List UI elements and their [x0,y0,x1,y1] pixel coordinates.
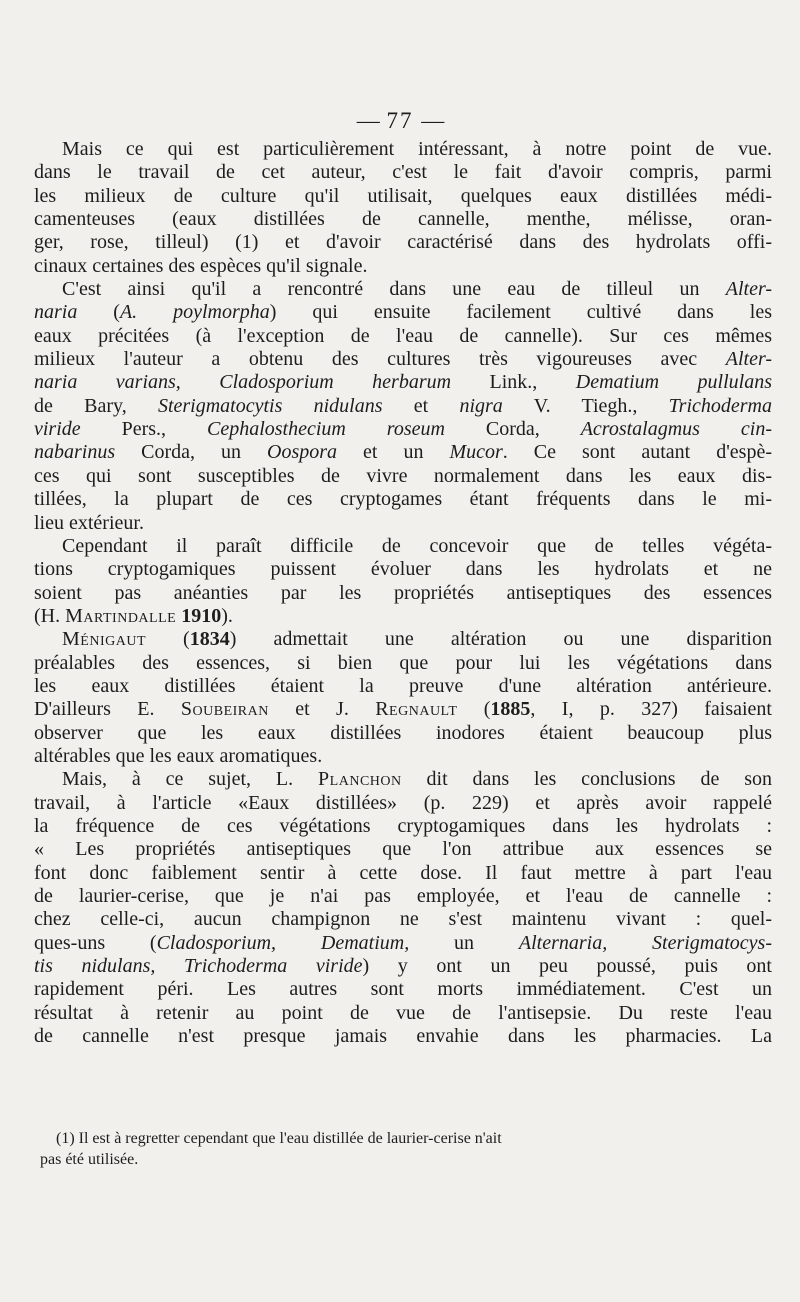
text-line: tillées, la plupart de ces cryptogames étant fréquents dans le mi- [34,488,772,511]
taxon-name: nabarinus [34,441,116,464]
text-line: chez celle-ci, aucun champignon ne s'est maintenu vivant : quel- [34,908,772,931]
citation-year: 1910 [181,604,222,627]
text-line: viride Pers., Cephalosthecium roseum Corda, Acrostalagmus cin- [34,418,772,441]
author-name: Soubeiran [180,698,269,721]
author-name: Regnault [375,698,458,721]
text-line: camenteuses (eaux distillées de cannelle, menthe, mélisse, oran- [34,208,772,231]
taxon-name: viride [34,418,81,441]
text-line: Mais ce qui est particulièrement intéressant, à notre point de vue. [62,138,772,160]
taxon-name: Acrostalagmus cin- [580,418,772,441]
taxon-name: tis nidulans, Trichoderma viride [34,955,363,978]
taxon-name: naria varians, Cladosporium herbarum [34,371,452,394]
taxon-name: Oospora [267,441,338,464]
text-line: naria (A. poylmorpha) qui ensuite facilement cultivé dans les [34,301,772,324]
taxon-name: A. poylmorpha [119,301,270,324]
page-number: — 77 — [356,108,447,133]
text-line: les eaux distillées étaient la preuve d'une altération antérieure. [34,674,772,697]
text-line: Cependant il paraît difficile de concevoir que de telles végéta- [62,534,772,557]
taxon-name: Sterigmatocytis nidulans [157,394,383,417]
text-line: observer que les eaux distillées inodores étaient beaucoup plus [34,721,772,744]
text-line: travail, à l'article «Eaux distillées» (p. 229) et après avoir rappelé [34,791,772,814]
body-text [34,138,772,1048]
text-line: de cannelle n'est presque jamais envahie dans les pharmacies. La [34,1025,772,1048]
text-line: rapidement péri. Les autres sont morts immédiatement. C'est un [34,978,772,1001]
text-line: (H. Martindalle 1910). [34,604,233,627]
text-line: résultat à retenir au point de vue de l'antisepsie. Du reste l'eau [34,1001,772,1024]
taxon-name: naria [34,301,78,324]
text-line: préalables des essences, si bien que pour lui les végétations dans [34,651,772,674]
text-line: tis nidulans, Trichoderma viride) y ont un peu poussé, puis ont [34,955,772,978]
author-name: Ménigaut [62,628,146,651]
text-line: naria varians, Cladosporium herbarum Link., Dematium pullulans [34,371,772,394]
text-line: ger, rose, tilleul) (1) et d'avoir caractérisé dans des hydrolats offi- [34,231,772,254]
text-line: les milieux de culture qu'il utilisait, quelques eaux distillées médi- [34,184,772,207]
text-line: cinaux certaines des espèces qu'il signale. [34,254,368,277]
text-line: D'ailleurs E. Soubeiran et J. Regnault (1885, I, p. 327) faisaient [34,698,772,721]
author-name: Martindalle [65,604,177,627]
taxon-name: Mucor [449,441,503,464]
citation-year: 1834 [189,628,230,651]
taxon-name: Alternaria, Sterigmatocys- [518,931,772,954]
text-line: Mais, à ce sujet, L. Planchon dit dans les conclusions de son [62,768,772,791]
text-line: altérables que les eaux aromatiques. [34,744,323,767]
page-number-value: 77 [386,108,414,133]
taxon-name: Cephalosthecium roseum [206,418,445,441]
taxon-name: Cladosporium, Dematium, [156,931,410,954]
text-line: la fréquence de ces végétations cryptogamiques dans les hydrolats : [34,814,772,837]
taxon-name: nigra [459,394,503,417]
text-line: tions cryptogamiques puissent évoluer dans les hydrolats et ne [34,558,772,581]
text-line: nabarinus Corda, un Oospora et un Mucor. Ce sont autant d'espè- [34,441,772,464]
text-line: de Bary, Sterigmatocytis nidulans et nigra V. Tiegh., Trichoderma [34,394,772,417]
text-line: Ménigaut (1834) admettait une altération ou une disparition [62,628,772,651]
text-line: de laurier-cerise, que je n'ai pas employée, et l'eau de cannelle : [34,885,772,907]
footnote-line: pas été utilisée. [40,1151,139,1168]
text-line: font donc faiblement sentir à cette dose. Il faut mettre à part l'eau [34,861,772,884]
text-line: dans le travail de cet auteur, c'est le fait d'avoir compris, parmi [34,161,772,184]
text-line: milieux l'auteur a obtenu des cultures très vigoureuses avec Alter- [34,348,772,371]
author-name: Planchon [318,768,402,791]
text-line: « Les propriétés antiseptiques que l'on attribue aux essences se [34,838,772,861]
taxon-name: Alter- [725,278,772,301]
text-line: soient pas anéanties par les propriétés antiseptiques des essences [34,581,772,604]
text-line: lieu extérieur. [34,511,144,534]
text-line: ques-uns (Cladosporium, Dematium, un Alternaria, Sterigmatocys- [34,931,772,954]
text-line: C'est ainsi qu'il a rencontré dans une eau de tilleul un Alter- [62,278,772,301]
text-line: eaux précitées (à l'exception de l'eau de cannelle). Sur ces mêmes [34,324,772,347]
text-line: ces qui sont susceptibles de vivre normalement dans les eaux dis- [34,464,772,487]
citation-year: 1885 [490,698,531,721]
taxon-name: Dematium pullulans [575,371,772,394]
taxon-name: Alter- [725,348,772,371]
footnote-line: (1) Il est à regretter cependant que l'eau distillée de laurier-cerise n'ait [56,1130,502,1147]
footnote [40,1128,756,1170]
taxon-name: Trichoderma [668,394,772,417]
